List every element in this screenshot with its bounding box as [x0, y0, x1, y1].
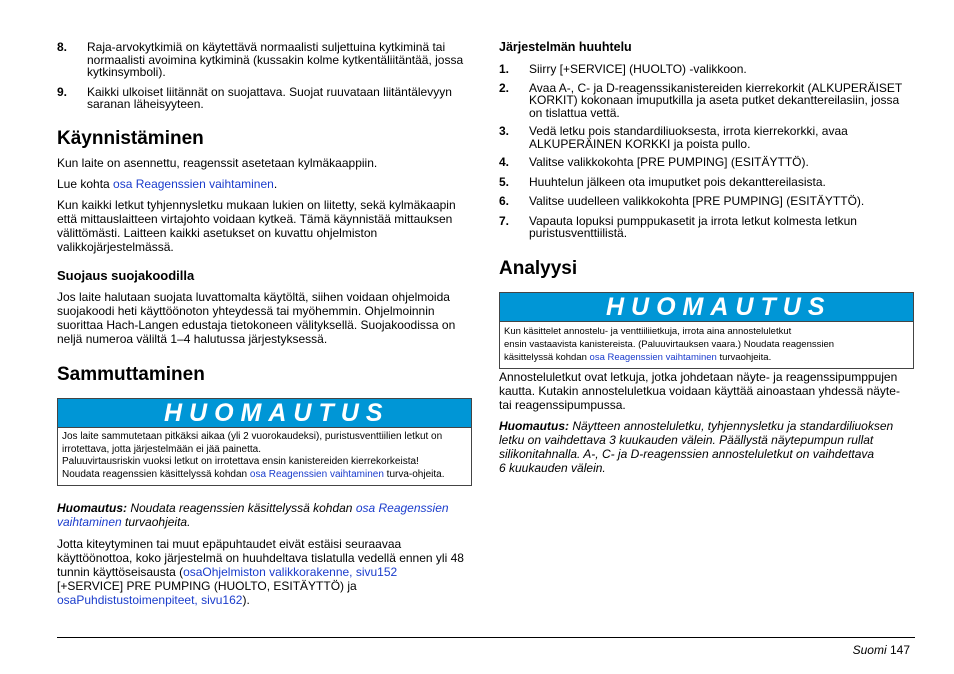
notice-line: [62, 469, 467, 482]
text: käsittelyssä kohdan: [504, 352, 590, 363]
link-reagents-replace[interactable]: osa Reagenssien vaihtaminen: [249, 468, 384, 480]
analysis-paragraph: Annosteluletkut ovat letkuja, jotka johdetaan näyte- ja reagenssipumppujen kautta. Kutakin annosteluletkua voidaan käyttää ainoastaan yhdessä näyte- tai reagenssipumpussa.: [499, 370, 900, 412]
shutdown-note: [57, 501, 473, 529]
list-text: Valitse valikkokohta [PRE PUMPING] (ESITÄYTTÖ).: [529, 155, 809, 169]
text: turva-ohjeita.: [383, 468, 445, 480]
notice-line: [504, 351, 909, 364]
link-reagents-replace[interactable]: osa Reagenssien vaihtaminen: [113, 177, 274, 191]
list-number: 2.: [499, 80, 510, 95]
link-software-menu[interactable]: osaOhjelmiston valikkorakenne, sivu152: [183, 565, 398, 579]
list-text: Siirry [+SERVICE] (HUOLTO) -valikkoon.: [529, 62, 747, 76]
startup-paragraph-3: Kun kaikki letkut tyhjennysletku mukaan lukien on liitetty, sekä kylmäkaapin että mittauslaitteen virtajohto voidaan kytkeä. Tämä käynnistää mittauksen välittömästi. Laitteen kaikki asetukset on kuvattu ohjelmiston valikkojärjestelmässä.: [57, 198, 456, 254]
link-reagents-replace[interactable]: osa Reagenssien vaihtaminen: [57, 501, 449, 529]
list-text: Kaikki ulkoiset liitännät on suojattava. Suojat ruuvataan liitäntälevyyn saranan läheisyyteen.: [87, 84, 452, 111]
page-footer: [853, 643, 910, 657]
footer-language: Suomi: [852, 643, 887, 657]
list-item: [57, 41, 473, 79]
startup-paragraph-1: Kun laite on asennettu, reagenssit asetetaan kylmäkaappiin.: [57, 156, 378, 170]
list-number: 6.: [499, 194, 510, 208]
note-label: Huomautus:: [499, 419, 569, 433]
text: turvaohjeita.: [716, 352, 772, 363]
analysis-note: [499, 419, 915, 475]
text: Lue kohta: [57, 177, 114, 191]
notice-box-analysis: [499, 292, 914, 369]
shutdown-paragraph: [57, 537, 473, 607]
page-number: 147: [889, 643, 910, 657]
list-number: 7.: [499, 213, 510, 228]
heading-system-rinse: Järjestelmän huuhtelu: [499, 40, 632, 54]
list-item: [57, 86, 473, 111]
notice-line: ensin vastaavista kanistereista. (Paluuvirtauksen vaara.) Noudata reagenssien: [504, 339, 835, 350]
footer-divider: [57, 637, 915, 638]
startup-paragraph-2: [57, 177, 473, 191]
heading-security: Suojaus suojakoodilla: [57, 268, 195, 283]
list-text: Huuhtelun jälkeen ota imuputket pois dekanttereilasista.: [529, 174, 826, 189]
list-number: 5.: [499, 174, 510, 189]
text: Näytteen annosteluletku, tyhjennysletku ja standardiliuoksen letku on vaihdettava 3 kuukauden välein. Päällystä näytepumpun rullat silikonitahnalla. A-, C- ja D-reagenssien annosteluletkut on vaihdettava: [499, 419, 894, 461]
text: Jotta kiteytyminen tai muut epäpuhtaudet eivät estäisi seuraavaa käyttöönottoa, koko järjestelmä on huuhdeltava tislatulla vedellä ennen yli 48 tunnin käyttöseisausta (: [57, 537, 464, 579]
list-text: Vapauta lopuksi pumppukasetit ja irrota letkut kolmesta letkun puristusventtiilistä.: [529, 213, 857, 240]
notice-text: [58, 427, 471, 485]
notice-line: Paluuvirtausriskin vuoksi letkut on irrotettava ensin kanistereiden kierrekorkeista!: [62, 456, 419, 467]
text: Noudata reagenssien käsittelyssä kohdan: [62, 468, 250, 480]
list-item: [499, 125, 915, 150]
list-text: Raja-arvokytkimiä on käytettävä normaalisti suljettuina kytkiminä tai normaalisti avoimina kytkiminä (kussakin kolme kytkentäliitäntää, jossa kytkinsymboli).: [87, 40, 464, 79]
link-cleaning[interactable]: osaPuhdistustoimenpiteet, sivu162: [57, 593, 243, 607]
text: [+SERVICE] PRE PUMPING (HUOLTO, ESITÄYTTÖ) ja: [57, 579, 357, 593]
notice-title: HUOMAUTUS: [58, 399, 471, 427]
list-item: [499, 215, 915, 240]
notice-text: [500, 321, 913, 368]
list-item: [499, 195, 915, 208]
heading-analysis: Analyysi: [499, 258, 578, 279]
step-list-rinse: [499, 63, 915, 240]
list-number: 8.: [57, 40, 68, 54]
heading-startup: Käynnistäminen: [57, 128, 204, 149]
security-paragraph: Jos laite halutaan suojata luvattomalta käytöltä, siihen voidaan ohjelmoida suojakoodi heti käyttöönoton yhteydessä tai myöhemmin. Ohjelmoinnin suorittaa Hach-Langen edustaja tietokoneen välityksellä. Suojakoodissa on neljä numeroa väliltä 1–4 halutussa järjestyksessä.: [57, 290, 456, 346]
list-text: Valitse uudelleen valikkokohta [PRE PUMPING] (ESITÄYTTÖ).: [529, 194, 865, 208]
list-item: [499, 176, 915, 189]
text: ).: [242, 593, 250, 607]
list-number: 4.: [499, 155, 510, 169]
list-item: [499, 63, 915, 76]
notice-line: Kun käsittelet annostelu- ja venttiiliietkuja, irrota aina annosteluletkut: [504, 326, 792, 337]
text: .: [273, 177, 278, 191]
list-item: [499, 82, 915, 120]
step-list-top: [57, 41, 473, 111]
list-number: 9.: [57, 84, 68, 99]
list-text: Avaa A-, C- ja D-reagenssikanistereiden kierrekorkit (ALKUPERÄISET KORKIT) kokonaan imuputkilla ja aseta putket dekanttereilasiin, jossa on tislattua vettä.: [529, 80, 903, 120]
notice-line: Jos laite sammutetaan pitkäksi aikaa (yli 2 vuorokaudeksi), puristusventtiilien letkut on irrotettava, jotta järjestelmään ei jää painetta.: [62, 431, 443, 455]
text: 6 kuukauden välein.: [499, 461, 606, 475]
text: turvaohjeita.: [121, 515, 191, 529]
note-label: Huomautus:: [57, 501, 127, 515]
heading-shutdown: Sammuttaminen: [57, 364, 205, 385]
notice-box-shutdown: [57, 398, 472, 486]
link-reagents-replace[interactable]: osa Reagenssien vaihtaminen: [589, 352, 717, 363]
list-number: 3.: [499, 124, 510, 138]
list-text: Vedä letku pois standardiliuoksesta, irrota kierrekorkki, avaa ALKUPERÄINEN KORKKI ja poista pullo.: [529, 124, 848, 151]
text: Noudata reagenssien käsittelyssä kohdan: [127, 501, 356, 515]
notice-title: HUOMAUTUS: [500, 293, 913, 321]
list-number: 1.: [499, 62, 510, 76]
list-item: [499, 156, 915, 169]
